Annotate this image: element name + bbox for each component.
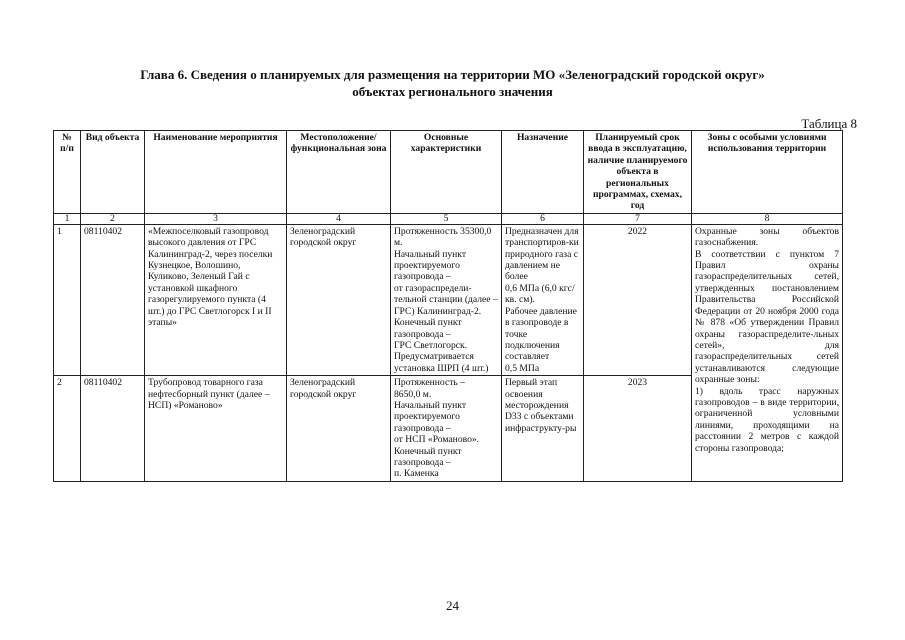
- row-num: 1: [54, 224, 81, 375]
- chapter-title-line-1: Глава 6. Сведения о планируемых для размещения на территории МО «Зеленоградский городской округ»: [140, 67, 765, 82]
- header-zones: Зоны с особыми условиями использования территории: [692, 131, 843, 214]
- col-number-5: 5: [391, 213, 502, 224]
- col-number-3: 3: [145, 213, 287, 224]
- table-header-row: [54, 131, 843, 214]
- col-number-1: 1: [54, 213, 81, 224]
- zones-paragraph-1: Охранные зоны объектов газоснабжения.: [695, 225, 839, 249]
- row-location: Зеленоградский городской округ: [287, 224, 391, 375]
- header-name: Наименование мероприятия: [145, 131, 287, 214]
- col-number-6: 6: [502, 213, 584, 224]
- zones-cell: [692, 224, 843, 481]
- col-number-8: 8: [692, 213, 843, 224]
- row-name: Трубопровод товарного газа нефтесборный пункт (далее – НСП) «Романово»: [145, 376, 287, 482]
- header-num: № п/п: [54, 131, 81, 214]
- col-number-4: 4: [287, 213, 391, 224]
- header-year: Планируемый срок ввода в эксплуатацию, наличие планируемого объекта в региональных программах, схемах, год: [584, 131, 692, 214]
- objects-table: [53, 130, 843, 482]
- chapter-title: [60, 66, 845, 100]
- table-caption: Таблица 8: [801, 116, 857, 131]
- page-number: 24: [446, 598, 459, 613]
- row-name: «Межпоселковый газопровод высокого давления от ГРС Калининград-2, через поселки Кузнецкое, Волошино, Куликово, Зеленый Гай с установкой шкафного газорегулируемого пункта (4 шт.) до ГРС Светлогорск I и II этапы»: [145, 224, 287, 375]
- row-characteristics: Протяженность – 8650,0 м. Начальный пункт проектируемого газопровода – от НСП «Романово». Конечный пункт газопровода – п. Каменка: [391, 376, 502, 482]
- zones-paragraph-3: 1) вдоль трасс наружных газопроводов – в виде территории, ограниченной условными линиями, проходящими на расстоянии 2 метров с каждой стороны газопровода;: [695, 385, 839, 454]
- row-year: 2022: [584, 224, 692, 375]
- row-characteristics: Протяженность 35300,0 м. Начальный пункт проектируемого газопровода – от газораспредели-тельной станции (далее – ГРС) Калининград-2. Конечный пункт газопровода – ГРС Светлогорск. Предусматривается установка ШРП (4 шт.): [391, 224, 502, 375]
- row-type: 08110402: [81, 224, 145, 375]
- col-number-7: 7: [584, 213, 692, 224]
- row-year: 2023: [584, 376, 692, 482]
- table-row: [54, 224, 843, 375]
- row-num: 2: [54, 376, 81, 482]
- row-purpose: Первый этап освоения месторождения D33 с объектами инфраструкту-ры: [502, 376, 584, 482]
- header-type: Вид объекта: [81, 131, 145, 214]
- header-characteristics: Основные характеристики: [391, 131, 502, 214]
- row-location: Зеленоградский городской округ: [287, 376, 391, 482]
- col-number-2: 2: [81, 213, 145, 224]
- header-purpose: Назначение: [502, 131, 584, 214]
- column-number-row: [54, 213, 843, 224]
- header-location: Местоположение/ функциональная зона: [287, 131, 391, 214]
- row-type: 08110402: [81, 376, 145, 482]
- row-purpose: Предназначен для транспортиров-ки природного газа с давлением не более 0,6 МПа (6,0 кгс/кв. см). Рабочее давление в газопроводе в точке подключения составляет 0,5 МПа: [502, 224, 584, 375]
- chapter-title-line-2: объектах регионального значения: [352, 84, 553, 99]
- zones-paragraph-2: В соответствии с пунктом 7 Правил охраны газораспределительных сетей, утвержденных постановлением Правительства Российской Федерации от 20 ноября 2000 года № 878 «Об утверждении Правил охраны газораспределите-льных сетей», для газораспределительных сетей устанавливаются следующие охранные зоны:: [695, 248, 839, 386]
